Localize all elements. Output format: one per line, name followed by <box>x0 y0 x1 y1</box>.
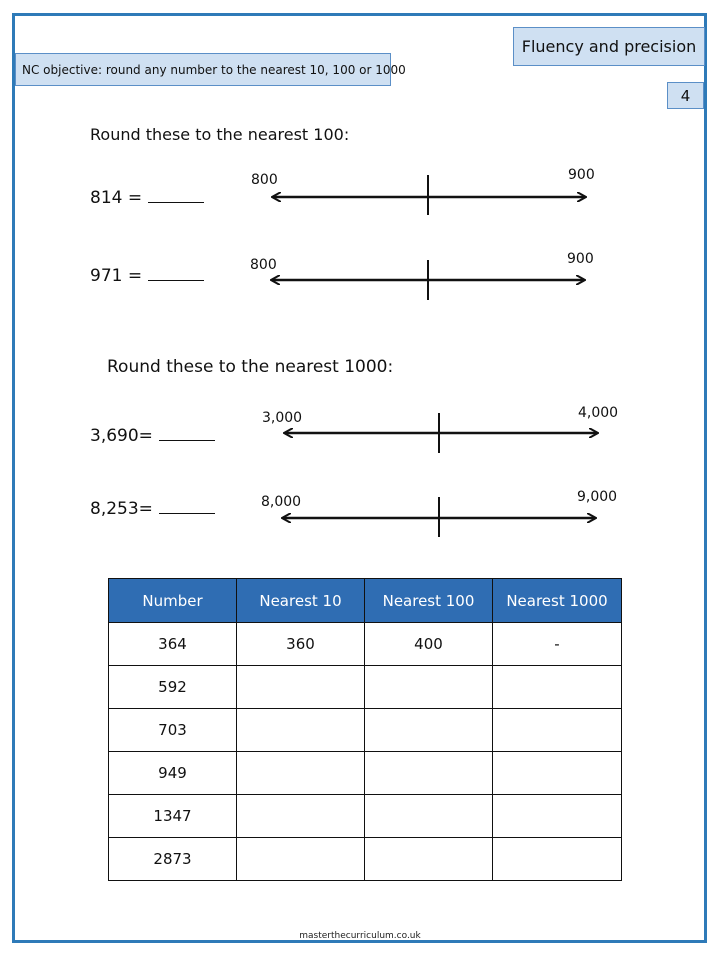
cell-nearest-10[interactable] <box>237 838 365 881</box>
question-number: 8,253 <box>90 499 139 519</box>
cell-nearest-100[interactable]: 400 <box>365 623 493 666</box>
cell-nearest-1000[interactable] <box>493 795 622 838</box>
cell-nearest-10[interactable]: 360 <box>237 623 365 666</box>
heading-nearest-100: Round these to the nearest 100: <box>90 125 350 144</box>
number-line-right-label: 9,000 <box>577 489 618 505</box>
equals-sign: = <box>127 266 143 286</box>
cell-nearest-1000[interactable] <box>493 838 622 881</box>
cell-number: 592 <box>109 666 237 709</box>
rounding-table <box>108 578 622 881</box>
number-line-left-label: 8,000 <box>261 494 302 510</box>
nc-objective: NC objective: round any number to the nearest 10, 100 or 1000 <box>15 53 391 86</box>
cell-nearest-100[interactable] <box>365 838 493 881</box>
header-nearest-10: Nearest 10 <box>237 579 365 623</box>
table-row <box>109 666 622 709</box>
equals-sign: = <box>127 188 143 208</box>
cell-number: 2873 <box>109 838 237 881</box>
footer-url: masterthecurriculum.co.uk <box>299 931 421 941</box>
number-line <box>250 251 594 300</box>
cell-nearest-10[interactable] <box>237 709 365 752</box>
question-number: 3,690 <box>90 426 139 446</box>
number-line-left-label: 800 <box>251 172 278 188</box>
number-line <box>261 489 617 537</box>
table-row <box>109 709 622 752</box>
cell-number: 949 <box>109 752 237 795</box>
cell-nearest-10[interactable] <box>237 795 365 838</box>
cell-nearest-100[interactable] <box>365 752 493 795</box>
cell-number: 703 <box>109 709 237 752</box>
number-line <box>262 405 618 453</box>
table-row <box>109 838 622 881</box>
table-row <box>109 752 622 795</box>
table-row <box>109 795 622 838</box>
page-title: Fluency and precision <box>513 27 705 66</box>
cell-nearest-1000[interactable] <box>493 709 622 752</box>
heading-nearest-1000: Round these to the nearest 1000: <box>107 357 394 377</box>
cell-number: 364 <box>109 623 237 666</box>
cell-nearest-1000[interactable] <box>493 666 622 709</box>
cell-nearest-100[interactable] <box>365 666 493 709</box>
number-line-left-label: 800 <box>250 257 277 273</box>
number-line-right-label: 900 <box>567 251 594 267</box>
equals-sign: = <box>138 499 153 519</box>
cell-nearest-10[interactable] <box>237 752 365 795</box>
header-nearest-100: Nearest 100 <box>365 579 493 623</box>
cell-nearest-10[interactable] <box>237 666 365 709</box>
number-line-right-label: 900 <box>568 167 595 183</box>
cell-nearest-100[interactable] <box>365 709 493 752</box>
number-line <box>251 167 595 215</box>
cell-nearest-100[interactable] <box>365 795 493 838</box>
header-nearest-1000: Nearest 1000 <box>493 579 622 623</box>
cell-nearest-1000[interactable] <box>493 752 622 795</box>
question-number: 814 <box>90 188 123 208</box>
number-line-left-label: 3,000 <box>262 410 303 426</box>
table-row <box>109 623 622 666</box>
cell-nearest-1000[interactable]: - <box>493 623 622 666</box>
header-number: Number <box>109 579 237 623</box>
question-number: 971 <box>90 266 123 286</box>
number-line-right-label: 4,000 <box>578 405 619 421</box>
cell-number: 1347 <box>109 795 237 838</box>
page-number: 4 <box>667 82 704 109</box>
equals-sign: = <box>138 426 153 446</box>
table-header-row <box>109 579 622 623</box>
